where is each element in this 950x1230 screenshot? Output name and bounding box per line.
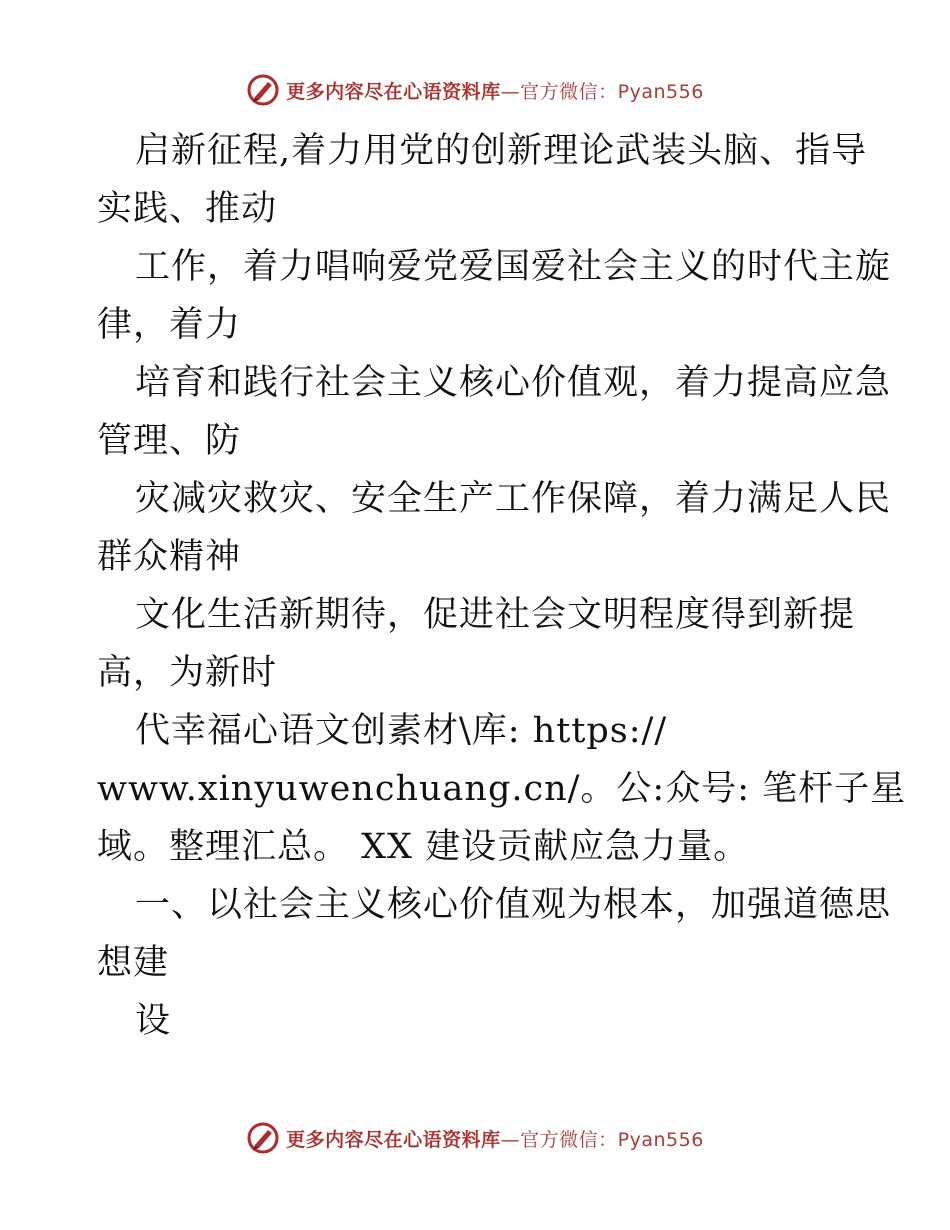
header-banner-inner <box>246 73 704 107</box>
text-line: 启新征程,着力用党的创新理论武装头脑、指导 <box>135 131 868 171</box>
footer-banner-inner <box>246 1121 704 1155</box>
text-line: 设 <box>135 1001 172 1041</box>
text-line: 代幸福心语文创素材\库: https:// <box>135 711 668 751</box>
header-site-name: 更多内容尽在心语资料库 <box>286 80 501 103</box>
footer-banner-text <box>286 1125 704 1152</box>
text-line: 工作，着力唱响爱党爱国爱社会主义的时代主旋 <box>135 247 892 287</box>
header-banner <box>0 70 950 110</box>
text-line: 群众精神 <box>97 537 242 577</box>
footer-contact: —官方微信：Pyan556 <box>500 1128 704 1151</box>
text-line: 灾减灾救灾、安全生产工作保障，着力满足人民 <box>135 479 892 519</box>
text-line: 管理、防 <box>97 421 242 461</box>
text-line: 律，着力 <box>97 305 242 345</box>
footer-banner <box>0 1118 950 1158</box>
text-line: 实践、推动 <box>97 189 278 229</box>
pen-logo-icon <box>246 1121 280 1155</box>
document-body <box>97 122 907 1050</box>
text-line: 一、以社会主义核心价值观为根本，加强道德思 <box>135 885 892 925</box>
header-banner-text <box>286 77 704 104</box>
text-line: 培育和践行社会主义核心价值观，着力提高应急 <box>135 363 892 403</box>
text-line: 高，为新时 <box>97 653 278 693</box>
pen-logo-icon <box>246 73 280 107</box>
text-line: www.xinyuwenchuang.cn/。公:众号: 笔杆子星 <box>97 769 907 809</box>
text-line: 想建 <box>97 943 170 983</box>
footer-site-name: 更多内容尽在心语资料库 <box>286 1128 501 1151</box>
text-line: 域。整理汇总。 XX 建设贡献应急力量。 <box>97 827 750 867</box>
header-contact: —官方微信：Pyan556 <box>500 80 704 103</box>
text-line: 文化生活新期待，促进社会文明程度得到新提 <box>135 595 856 635</box>
